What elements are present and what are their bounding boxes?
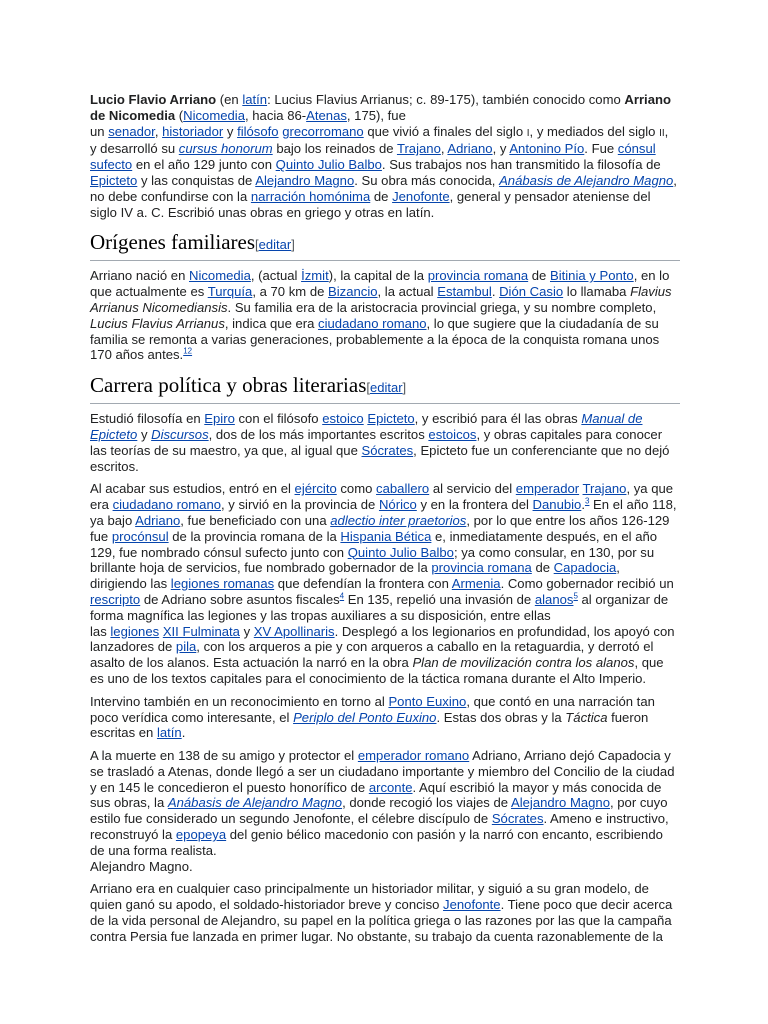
reference-link[interactable]: 3 <box>584 496 590 506</box>
text-run: . Ameno e instructivo, reconstruyó la <box>90 811 669 843</box>
text-run: un <box>90 123 109 139</box>
text-run: al organizar de forma magnífica las legiones y las tropas auxiliares a su disposición, entre ellas <box>90 591 669 623</box>
text-run: , <box>154 123 163 139</box>
text-run: y <box>239 623 254 639</box>
article-link[interactable]: Manual de Epicteto <box>90 411 643 442</box>
text-run: A la muerte en 138 de su amigo y protector el <box>90 748 358 764</box>
article-link[interactable]: grecorromano <box>282 123 364 139</box>
section-title: Orígenes familiares <box>90 230 256 255</box>
text-run: Estudió filosofía en <box>90 411 205 427</box>
text-run: de Adriano sobre asuntos fiscales <box>140 591 340 607</box>
text-run: , dos de los más importantes escritos <box>208 426 429 442</box>
edit-link[interactable]: editar <box>370 380 403 396</box>
article-link[interactable]: Armenia <box>451 576 501 592</box>
article-link[interactable]: Danubio <box>532 497 582 513</box>
article-link[interactable]: estoicos <box>428 426 477 442</box>
article-link[interactable]: Anábasis de Alejandro Magno <box>499 172 674 188</box>
text-run: de la provincia romana de la <box>168 528 341 544</box>
article-link[interactable]: Nicomedia <box>183 107 245 123</box>
edit-link[interactable]: editar <box>258 237 292 253</box>
text-run: . Sus trabajos nos han transmitido la filosofía de <box>381 157 661 173</box>
text-run: , y sirvió en la provincia de <box>221 497 379 513</box>
text-run: , <box>664 123 669 139</box>
reference-marker <box>183 347 192 356</box>
text-run: al servicio del <box>429 481 516 497</box>
article-link[interactable]: provincia romana <box>431 560 532 576</box>
text-run: . <box>581 497 585 513</box>
article-link[interactable]: rescripto <box>90 591 141 607</box>
text-run: . Fue <box>584 141 618 157</box>
text-run: las <box>90 623 111 639</box>
article-link[interactable]: ciudadano romano <box>318 315 427 331</box>
text-run: de <box>531 560 554 576</box>
article-link[interactable]: Hispania Bética <box>340 528 432 544</box>
text-run: , y obras capitales para conocer las teorías de su maestro, ya que, al igual que <box>90 426 663 458</box>
article-link[interactable]: ciudadano romano <box>112 497 222 513</box>
article-link[interactable]: senador <box>108 123 155 139</box>
text-run: de <box>528 268 550 284</box>
article-link[interactable]: Capadocia <box>553 560 617 576</box>
text-run: , en lo que actualmente es <box>90 268 670 300</box>
article-link[interactable]: Trajano <box>396 141 441 157</box>
text-run: Plan de movilización contra los alanos <box>412 655 635 671</box>
text-run: Lucio Flavio Arriano <box>90 92 217 107</box>
article-link[interactable]: Adriano <box>447 141 493 157</box>
article-link[interactable]: procónsul <box>111 528 169 544</box>
article-link[interactable]: Epicteto <box>367 411 415 427</box>
text-run: , por cuyo estilo fue considerado un segundo Jenofonte, el célebre discípulo de <box>90 795 668 827</box>
text-run: que defendían la frontera con <box>274 576 452 592</box>
text-run: , 175), fue <box>346 107 406 123</box>
article-link[interactable]: Adriano <box>135 512 181 528</box>
article-link[interactable]: Sócrates <box>361 442 414 458</box>
article-link[interactable]: Dión Casio <box>499 284 564 300</box>
article-link[interactable]: estoico <box>322 411 364 427</box>
career-paragraph-5 <box>90 881 680 944</box>
section-title: Carrera política y obras literarias <box>90 373 367 398</box>
text-run: En 135, repelió una invasión de <box>344 591 535 607</box>
article-link[interactable]: Atenas <box>306 107 347 123</box>
edit-link-wrapper: [editar] <box>366 380 407 396</box>
article-link[interactable]: Bizancio <box>328 284 378 300</box>
article-link[interactable]: XII Fulminata <box>162 623 240 639</box>
text-run: y <box>223 123 238 139</box>
article-link[interactable]: Quinto Julio Balbo <box>347 544 454 560</box>
reference-link[interactable]: 12 <box>183 347 193 356</box>
text-run: : Lucius Flavius Arrianus; c. 89-175), también conocido como <box>267 92 625 107</box>
article-link[interactable]: Epicteto <box>90 172 138 188</box>
text-run: . <box>491 284 500 300</box>
text-run: Flavius Arrianus Nicomediansis <box>90 284 672 315</box>
text-run: , que contó en una narración tan poco verídica como interesante, el <box>90 693 655 725</box>
article-link[interactable]: legiones <box>110 623 160 639</box>
article-link[interactable]: pila <box>175 639 197 655</box>
article-link[interactable]: Anábasis de Alejandro Magno <box>167 795 343 811</box>
text-run: Alejandro Magno. <box>90 858 193 874</box>
text-run: Arriano de Nicomedia <box>90 92 671 123</box>
article-link[interactable]: İzmit <box>301 268 329 284</box>
article-link[interactable]: XV Apollinaris <box>253 623 335 639</box>
text-run: Arriano era en cualquier caso principalmente un historiador militar, y siguió a su gran modelo, de quien ganó su apodo, el soldado-historiador breve y conciso <box>90 881 649 913</box>
text-run: con el filósofo <box>234 411 323 427</box>
article-link[interactable]: emperador <box>515 481 580 497</box>
intro-paragraph <box>90 92 680 220</box>
text-run: , y escribió para él las obras <box>414 411 582 427</box>
text-run: . Como gobernador recibió un <box>500 576 674 592</box>
article-link[interactable]: caballero <box>376 481 430 497</box>
article-link[interactable]: emperador romano <box>357 748 470 764</box>
article <box>90 92 680 952</box>
article-link[interactable]: Antonino Pío <box>509 141 585 157</box>
text-run: , la actual <box>377 284 438 300</box>
text-run: . Tiene poco que decir acerca de la vida personal de Alejandro, su papel en la política griega o las razones por las que la campaña contra Persia fue lanzada en primer lugar. No obstante, su trabajo da cuenta razonablemente de la <box>90 897 673 944</box>
text-run: , con los arqueros a pie y con arqueros a caballo en la retaguardia, y derrotó el asalto de los alanos. Esta actuación la narró en la obra <box>90 639 654 671</box>
text-run: y las conquistas de <box>137 172 256 188</box>
text-run: e, inmediatamente después, en el año 129, fue nombrado cónsul sufecto junto con <box>90 528 658 560</box>
text-run: . Desplegó a los legionarios en profundidad, los apoyó con lanzadores de <box>90 623 675 655</box>
text-run: y desarrolló su <box>90 141 179 157</box>
text-run: ( <box>175 107 184 123</box>
reference-link[interactable]: 5 <box>573 591 578 601</box>
article-link[interactable]: ejército <box>294 481 337 497</box>
article-link[interactable]: epopeya <box>175 827 227 843</box>
text-run: , general y pensador ateniense del siglo IV a. C. Escribió unas obras en griego y otras en latín. <box>90 188 651 220</box>
article-link[interactable]: adlectio inter praetorios <box>330 512 467 528</box>
text-run: ), la capital de la <box>328 268 428 284</box>
article-link[interactable]: Nórico <box>378 497 417 513</box>
text-run: , por lo que entre los años 126-129 fue <box>90 512 670 544</box>
article-link[interactable]: Jenofonte <box>392 188 450 204</box>
text-run: Arriano nació en <box>90 268 189 284</box>
article-link[interactable]: Discursos <box>151 426 209 442</box>
text-run: Táctica <box>565 709 608 725</box>
text-run: como <box>336 481 377 497</box>
article-link[interactable]: latín <box>242 92 268 107</box>
text-run: Adriano, Arriano dejó Capadocia y se trasladó a Atenas, donde llegó a ser un ciudadano importante y miembro del Concilio de la ciudad y en 145 le concedieron el puesto honorífico de <box>90 748 675 795</box>
text-run: . Su familia era de la aristocracia provincial griega, y su nombre completo, <box>227 299 657 315</box>
text-run: , que es uno de los textos capitales para el conocimiento de la táctica romana durante el Alto Imperio. <box>90 655 664 686</box>
text-run: bajo los reinados de <box>272 141 397 157</box>
text-run: , lo que sugiere que la ciudadanía de su familia se remonta a varias generaciones, probablemente a la época de la conquista romana unos 170 años antes. <box>90 315 660 363</box>
text-run: , <box>440 141 448 157</box>
text-run: En el año 118, ya bajo <box>90 497 677 528</box>
article-link[interactable]: cónsul sufecto <box>90 141 656 173</box>
text-run: lo llamaba <box>563 284 631 300</box>
edit-link-wrapper: [editar] <box>255 237 295 253</box>
article-link[interactable]: Trajano <box>582 481 627 497</box>
section-heading-origins <box>90 229 680 261</box>
text-run: Al acabar sus estudios, entró en el <box>90 481 295 497</box>
article-link[interactable]: arconte <box>368 779 413 795</box>
text-run: II <box>659 127 665 139</box>
text-run: . Estas dos obras y la <box>436 709 566 725</box>
article-link[interactable]: Epiro <box>204 411 235 427</box>
article-link[interactable]: Sócrates <box>491 811 544 827</box>
career-paragraph-1 <box>90 411 680 474</box>
text-run: , y <box>492 141 510 157</box>
article-link[interactable]: Ponto Euxino <box>388 693 467 709</box>
career-paragraph-3 <box>90 694 680 741</box>
text-run: en el año 129 junto con <box>132 157 276 173</box>
article-link[interactable]: Estambul <box>437 284 492 300</box>
origins-paragraph <box>90 268 680 363</box>
article-link[interactable]: Alejandro Magno <box>255 172 355 188</box>
career-paragraph-4 <box>90 748 680 874</box>
career-paragraph-2 <box>90 481 680 686</box>
article-link[interactable]: Periplo del Ponto Euxino <box>293 709 437 725</box>
article-link[interactable]: Turquía <box>207 284 253 300</box>
text-run: , fue beneficiado con una <box>180 512 331 528</box>
text-run: y <box>137 426 152 442</box>
text-run: fueron escritas en <box>90 709 649 741</box>
text-run: , Epicteto fue un conferenciante que no dejó escritos. <box>90 442 670 474</box>
article-link[interactable]: latín <box>156 725 182 741</box>
article-link[interactable]: alanos <box>534 591 574 607</box>
article-link[interactable]: provincia romana <box>427 268 529 284</box>
article-link[interactable]: historiador <box>162 123 224 139</box>
article-link[interactable]: Jenofonte <box>443 897 501 913</box>
reference-link[interactable]: 4 <box>339 591 345 601</box>
article-link[interactable]: narración homónima <box>250 188 371 204</box>
text-run: , no debe confundirse con la <box>90 172 677 204</box>
text-run: que vivió a finales del siglo <box>363 123 527 139</box>
text-run: del genio bélico macedonio con pasión y la narró con encanto, escribiendo de una forma realista. <box>90 827 663 858</box>
text-run: , (actual <box>250 268 302 284</box>
article-link[interactable]: Nicomedia <box>189 268 251 284</box>
text-run: . Aquí escribió la mayor y más conocida de sus obras, la <box>90 779 662 811</box>
text-run: Lucius Flavius Arrianus <box>90 315 225 331</box>
text-run: . Su obra más conocida, <box>354 172 500 188</box>
text-run: (en <box>216 92 243 107</box>
text-run: , hacia 86- <box>245 107 307 123</box>
article-link[interactable]: legiones romanas <box>170 576 275 592</box>
section-heading-career <box>90 372 680 404</box>
text-run: , indica que era <box>224 315 319 331</box>
article-link[interactable]: Bitinia y Ponto <box>549 268 634 284</box>
text-run: , dirigiendo las <box>90 560 620 592</box>
article-link[interactable]: cursus honorum <box>178 141 273 157</box>
text-run: , donde recogió los viajes de <box>342 795 511 811</box>
article-link[interactable]: filósofo <box>237 123 279 139</box>
text-run: , a 70 km de <box>252 284 329 300</box>
text-run: I <box>526 127 530 139</box>
text-run: , y mediados del siglo <box>529 123 660 139</box>
text-run: y en la frontera del <box>416 497 533 513</box>
text-run: Intervino también en un reconocimiento en torno al <box>90 693 389 709</box>
article-link[interactable]: Quinto Julio Balbo <box>275 157 382 173</box>
text-run: , ya que era <box>90 481 674 513</box>
text-run: de <box>370 188 393 204</box>
text-run: . <box>181 725 186 741</box>
article-link[interactable]: Alejandro Magno <box>510 795 610 811</box>
text-run: ; ya como consular, en 130, por su brillante hoja de servicios, fue nombrado gobernador de la <box>90 544 655 576</box>
